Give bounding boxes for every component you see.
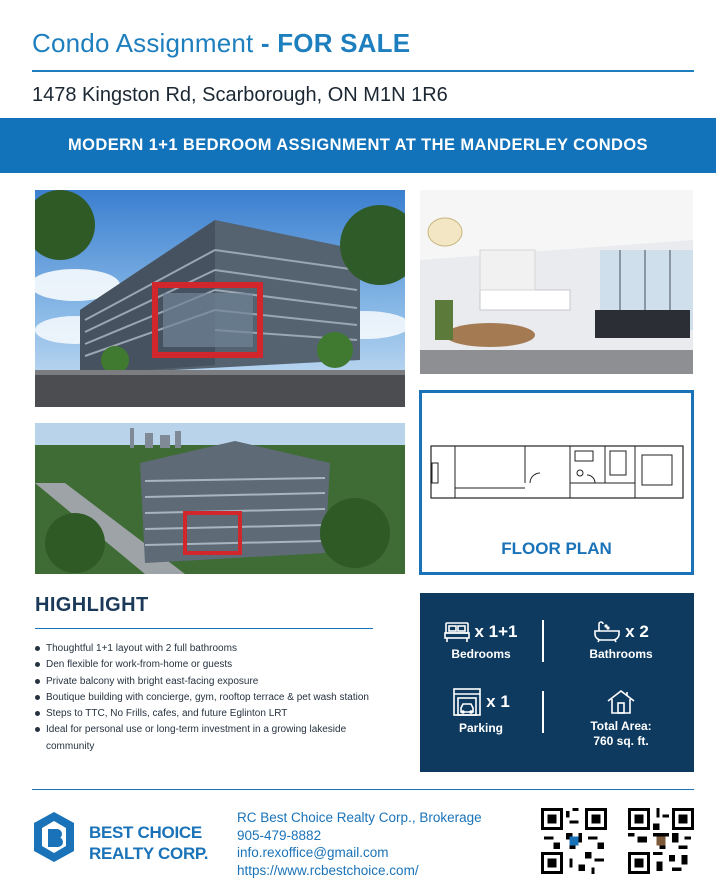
highlight-item: Den flexible for work-from-home or guests: [35, 657, 375, 673]
garage-icon: [452, 687, 482, 717]
company-logo-icon: [33, 811, 75, 863]
qr-code[interactable]: [628, 808, 694, 874]
highlight-item: Ideal for personal use or long-term investment in a growing lakeside community: [35, 722, 375, 755]
email-address[interactable]: info.rexoffice@gmail.com: [237, 845, 389, 860]
highlight-list: [35, 641, 375, 755]
page-title: [32, 28, 410, 59]
total-area-label: [560, 719, 682, 749]
title-main: Condo Assignment: [32, 28, 254, 58]
headline-text: MODERN 1+1 BEDROOM ASSIGNMENT AT THE MANDERLEY CONDOS: [68, 136, 648, 154]
header-divider: [32, 70, 694, 72]
website-link[interactable]: https://www.rcbestchoice.com/: [237, 862, 419, 878]
brokerage-name: RC Best Choice Realty Corp., Brokerage: [237, 810, 482, 825]
stats-divider: [542, 691, 544, 733]
stat-bathrooms: [560, 621, 682, 662]
parking-label: Parking: [458, 721, 503, 735]
stat-total-area: [560, 689, 682, 749]
highlight-divider: [35, 628, 373, 629]
bedrooms-count: x 1+1: [474, 622, 518, 641]
highlight-item: Boutique building with concierge, gym, rooftop terrace & pet wash station: [35, 690, 375, 706]
total-area-title: Total Area:: [590, 719, 652, 733]
qr-code[interactable]: [541, 808, 607, 874]
logo-line-1: BEST CHOICE: [89, 823, 202, 842]
property-stats-panel: [420, 593, 694, 772]
headline-banner: [0, 118, 716, 173]
aerial-neighbourhood-photo: [35, 423, 405, 574]
house-icon: [606, 689, 636, 715]
floor-plan-label: FLOOR PLAN: [501, 539, 612, 558]
total-area-value: 760 sq. ft.: [593, 734, 649, 748]
interior-living-room-photo: [420, 190, 693, 374]
building-exterior-photo: [35, 190, 405, 407]
highlight-item: Steps to TTC, No Frills, cafes, and future Eglinton LRT: [35, 706, 375, 722]
highlight-heading: HIGHLIGHT: [35, 594, 149, 616]
parking-count: x 1: [486, 692, 510, 711]
logo-line-2: REALTY CORP.: [89, 844, 209, 863]
floor-plan-drawing: [430, 443, 686, 503]
bed-icon: [444, 621, 470, 643]
highlight-item: Private balcony with bright east-facing exposure: [35, 674, 375, 690]
property-address: 1478 Kingston Rd, Scarborough, ON M1N 1R6: [32, 84, 448, 106]
title-separator: -: [260, 28, 270, 58]
stat-bedrooms: [420, 621, 542, 662]
stat-parking: [420, 687, 542, 736]
phone-number[interactable]: 905-479-8882: [237, 827, 322, 843]
bedrooms-label: Bedrooms: [451, 647, 511, 661]
floor-plan-panel: [419, 390, 694, 575]
bathrooms-count: x 2: [625, 622, 649, 641]
bathtub-icon: [593, 621, 621, 643]
footer-divider: [32, 789, 694, 790]
highlight-item: Thoughtful 1+1 layout with 2 full bathrooms: [35, 641, 375, 657]
contact-info: [237, 809, 482, 879]
title-accent: FOR SALE: [277, 28, 411, 58]
company-logo-text: [89, 822, 208, 864]
bathrooms-label: Bathrooms: [589, 647, 653, 661]
stats-divider: [542, 620, 544, 662]
